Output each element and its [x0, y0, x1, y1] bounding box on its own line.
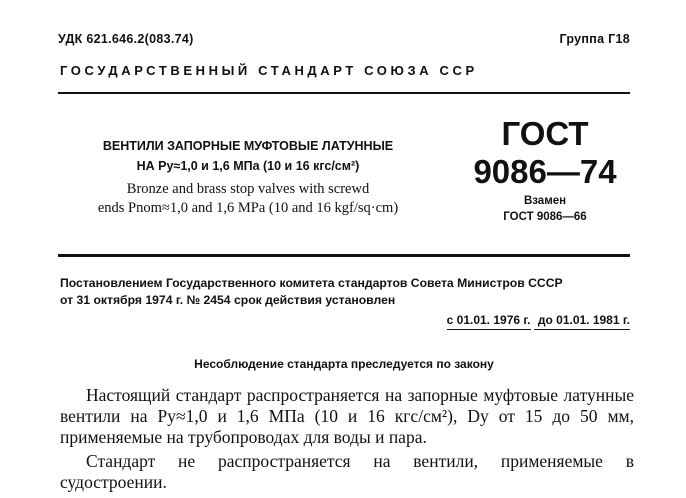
title-english-line1: Bronze and brass stop valves with screwd: [126, 181, 370, 197]
gost-number: 9086—74: [473, 153, 617, 190]
title-english-line2: ends Pnom≈1,0 and 1,6 MPa (10 and 16 kgf/sq·cm): [97, 200, 399, 216]
body-paragraph-1-text: Настоящий стандарт распространяется на запорные муфтовые латунные вентили на Pу≈1,0 и 1,6 МПа (10 и 16 кгс/см²), Dу от 15 до 50 мм, применяемые на трубопроводах для воды и пара.: [60, 385, 634, 447]
date-from: с 01.01. 1976 г.: [447, 312, 531, 330]
replaces-value: ГОСТ 9086—66: [503, 211, 587, 223]
top-divider: [58, 92, 630, 94]
title-english: [62, 180, 434, 218]
body-paragraph-1: [60, 385, 634, 448]
body-paragraph-2-text: Стандарт не распространяется на вентили, применяемые в судостроении.: [60, 451, 634, 492]
gost-designation: [450, 115, 640, 191]
replaces-label: Взамен: [523, 195, 567, 207]
decree-text: [60, 275, 634, 309]
decree-line2: от 31 октября 1974 г. № 2454 срок действия установлен: [60, 293, 396, 307]
replaces-block: [450, 193, 640, 225]
body-text: [60, 385, 634, 493]
udk-code: УДК 621.646.2(083.74): [58, 32, 194, 46]
title-russian-line1: ВЕНТИЛИ ЗАПОРНЫЕ МУФТОВЫЕ ЛАТУННЫЕ: [102, 139, 394, 153]
middle-divider: [58, 254, 630, 257]
gost-label: ГОСТ: [501, 115, 589, 152]
decree-line1: Постановлением Государственного комитета стандартов Совета Министров СССР: [60, 276, 563, 290]
state-standard-banner: ГОСУДАРСТВЕННЫЙ СТАНДАРТ СОЮЗА ССР: [60, 63, 478, 78]
title-russian: [62, 136, 434, 176]
group-code: Группа Г18: [559, 32, 630, 46]
body-paragraph-2: [60, 451, 634, 493]
penalty-notice: Несоблюдение стандарта преследуется по закону: [194, 357, 494, 371]
date-to: до 01.01. 1981 г.: [534, 312, 630, 330]
validity-dates: [447, 310, 630, 330]
title-russian-line2: НА Pу≈1,0 и 1,6 МПа (10 и 16 кгс/см²): [136, 159, 360, 173]
